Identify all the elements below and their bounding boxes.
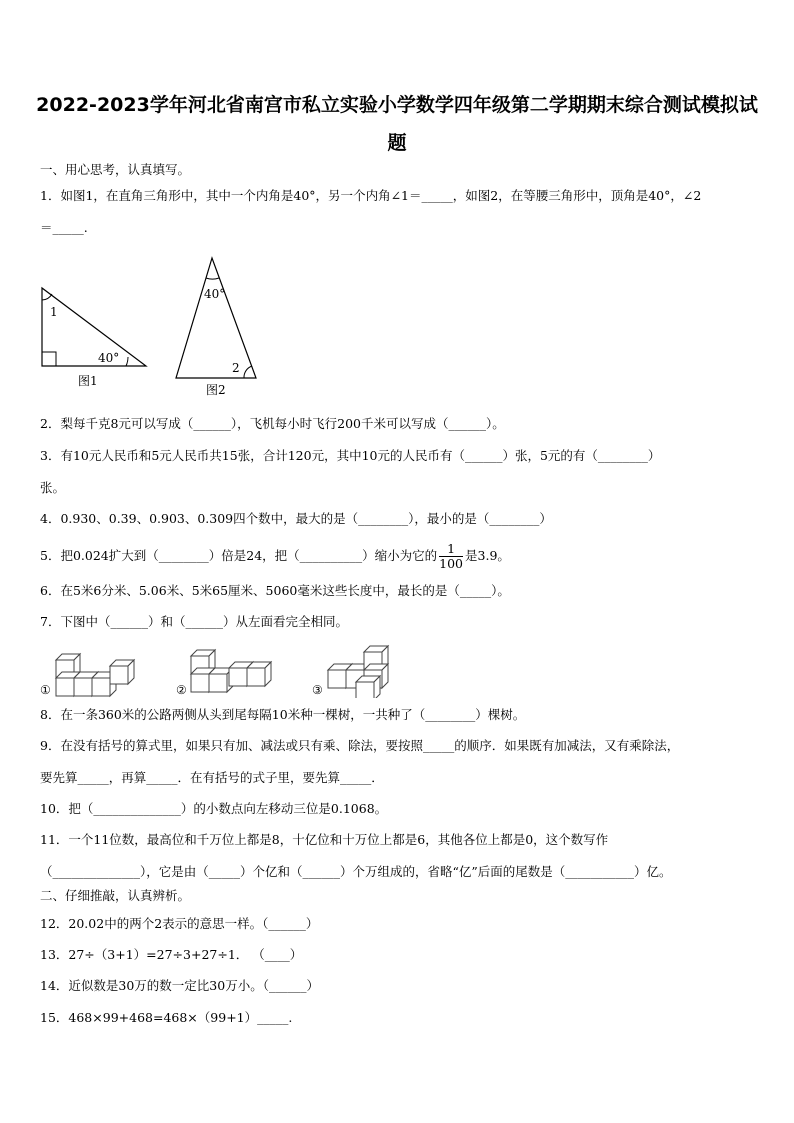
figure-2-isosceles-triangle xyxy=(172,254,264,398)
question-5-part2: 是3.9。 xyxy=(465,548,510,563)
question-2: 2．梨每千克8元可以写成（______），飞机每小时飞行200千米可以写成（______）。 xyxy=(40,416,505,431)
question-11-line1: 11．一个11位数，最高位和千万位上都是8，十亿位和十万位上都是6，其他各位上都是0，这个数写作 xyxy=(40,832,609,847)
angle-1-label: 1 xyxy=(50,305,58,319)
question-3-line1: 3．有10元人民币和5元人民币共15张，合计120元，其中10元的人民币有（______）张，5元的有（________） xyxy=(40,448,661,463)
angle-40-label-fig1: 40° xyxy=(98,351,120,365)
page-title-line1: 2022-2023学年河北省南宫市私立实验小学数学四年级第二学期期末综合测试模拟试 xyxy=(36,94,758,116)
figure-2-caption: 图2 xyxy=(206,383,226,397)
cube-label-2: ② xyxy=(176,683,187,697)
cube-figure-1 xyxy=(40,654,134,697)
cube-figures xyxy=(36,642,436,698)
question-12: 12．20.02中的两个2表示的意思一样。（______） xyxy=(40,916,319,931)
angle-40-label-fig2: 40° xyxy=(204,287,226,301)
question-10: 10．把（______________）的小数点向左移动三位是0.1068。 xyxy=(40,801,388,816)
question-5-part1: 5．把0.024扩大到（________）倍是24，把（__________）缩小为它的 xyxy=(40,548,438,563)
fraction-denominator: 100 xyxy=(439,556,464,571)
question-11-line2: （______________），它是由（_____）个亿和（______）个万组成的，省略“亿”后面的尾数是（___________）亿。 xyxy=(40,864,672,879)
question-15: 15．468×99+468=468×（99+1）_____. xyxy=(40,1010,293,1025)
figure-1-right-triangle xyxy=(36,282,156,390)
question-4: 4．0.930、0.39、0.903、0.309四个数中，最大的是（________），最小的是（________） xyxy=(40,511,552,526)
question-9-line1: 9．在没有括号的算式里，如果只有加、减法或只有乘、除法，要按照_____的顺序．如果既有加减法，又有乘除法， xyxy=(40,738,680,753)
figure-1-caption: 图1 xyxy=(78,374,98,388)
page-title-line2: 题 xyxy=(387,132,407,154)
angle-2-label: 2 xyxy=(232,361,240,375)
cube-figure-2 xyxy=(176,650,271,697)
question-8: 8．在一条360米的公路两侧从头到尾每隔10米种一棵树，一共种了（________）棵树。 xyxy=(40,707,526,722)
fraction-numerator: 1 xyxy=(439,542,463,557)
question-14: 14．近似数是30万的数一定比30万小。（______） xyxy=(40,978,319,993)
question-1-line2: ＝_____. xyxy=(40,220,88,235)
question-5 xyxy=(40,538,510,574)
fraction-one-hundredth xyxy=(439,542,463,571)
question-7: 7．下图中（______）和（______）从左面看完全相同。 xyxy=(40,614,348,629)
section-1-heading: 一、用心思考，认真填写。 xyxy=(40,162,191,177)
question-9-line2: 要先算_____，再算_____．在有括号的式子里，要先算_____． xyxy=(40,770,384,785)
section-2-heading: 二、仔细推敲，认真辨析。 xyxy=(40,888,191,903)
question-3-line2: 张。 xyxy=(40,480,66,495)
cube-figure-3 xyxy=(312,646,388,698)
question-13: 13．27÷（3+1）=27÷3+27÷1． （____） xyxy=(40,947,303,962)
cube-label-1: ① xyxy=(40,683,51,697)
question-1-line1: 1．如图1，在直角三角形中，其中一个内角是40°，另一个内角∠1＝_____，如图2，在等腰三角形中，顶角是40°，∠2 xyxy=(40,188,702,203)
cube-label-3: ③ xyxy=(312,683,323,697)
question-6: 6．在5米6分米、5.06米、5米65厘米、5060毫米这些长度中，最长的是（_____）。 xyxy=(40,583,510,598)
